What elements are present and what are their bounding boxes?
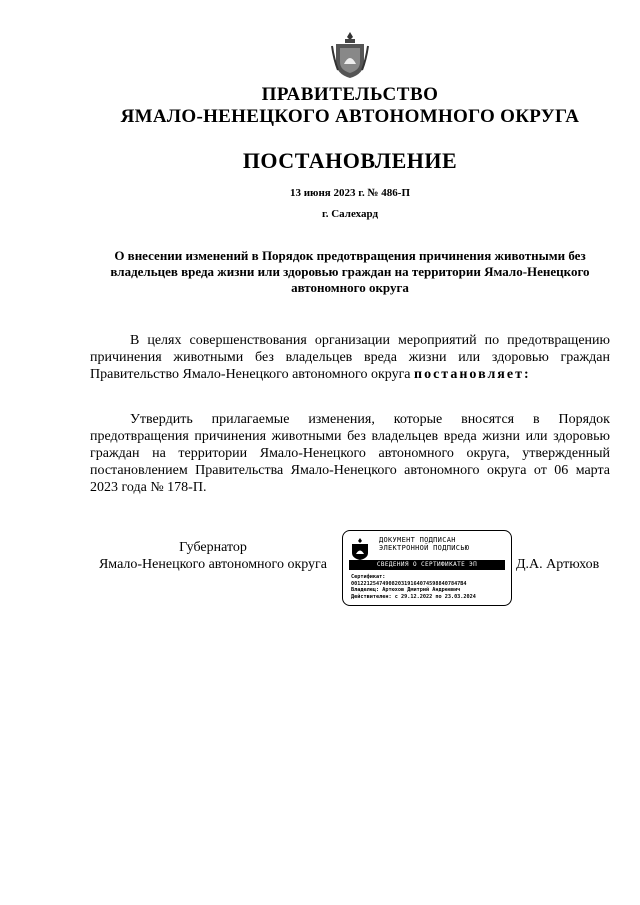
government-title-line1: ПРАВИТЕЛЬСТВО <box>261 84 439 105</box>
resolution-paragraph: Утвердить прилагаемые изменения, которые вносятся в Порядок предотвращения причинения животными без владельцев вреда жизни или здоровью граждан на территории Ямало-Ненецкого автономного округа, утвержденный постановлением Правительства Ямало-Ненецкого автономного округа от 06 марта 2023 года № 178-П. <box>90 412 610 495</box>
stamp-header-line1: ДОКУМЕНТ ПОДПИСАН <box>379 536 456 544</box>
coat-of-arms-emblem <box>330 30 370 80</box>
stamp-cert-owner: Владелец: Артюхов Дмитрий Андреевич <box>351 587 461 593</box>
stamp-header-line2: ЭЛЕКТРОННОЙ ПОДПИСЬЮ <box>379 544 470 552</box>
government-title-line2: ЯМАЛО-НЕНЕЦКОГО АВТОНОМНОГО ОКРУГА <box>120 106 580 127</box>
document-title: О внесении изменений в Порядок предотвращения причинения животными без владельцев вреда жизни или здоровью граждан на территории Ямало-Ненецкого автономного округа <box>110 248 590 295</box>
stamp-cert-number: 00122125474908203191640745988407847B4 <box>351 580 467 587</box>
signer-position-line1: Губернатор <box>179 540 247 555</box>
electronic-signature-stamp <box>342 530 512 606</box>
stamp-cert-label: Сертификат: <box>351 574 386 580</box>
document-date-number: 13 июня 2023 г. № 486-П <box>289 187 411 199</box>
resolves-word: постановляет: <box>414 367 531 382</box>
stamp-cert-valid: Действителен: с 29.12.2022 по 23.03.2024 <box>351 593 476 600</box>
stamp-certificate-details <box>351 574 476 600</box>
preamble-paragraph <box>90 332 610 383</box>
stamp-header <box>379 536 469 552</box>
document-city: г. Салехард <box>321 208 379 220</box>
preamble-text: В целях совершенствования организации мероприятий по предотвращению причинения животными без владельцев вреда жизни или здоровью граждан Правительство Ямало-Ненецкого автономного округа <box>90 333 610 382</box>
document-type: ПОСТАНОВЛЕНИЕ <box>242 148 458 173</box>
signer-name: Д.А. Артюхов <box>516 557 600 572</box>
stamp-emblem-icon <box>349 537 371 561</box>
stamp-certificate-bar: СВЕДЕНИЯ О СЕРТИФИКАТЕ ЭП <box>349 560 505 570</box>
signer-position <box>88 539 338 573</box>
signer-position-line2: Ямало-Ненецкого автономного округа <box>98 557 328 572</box>
